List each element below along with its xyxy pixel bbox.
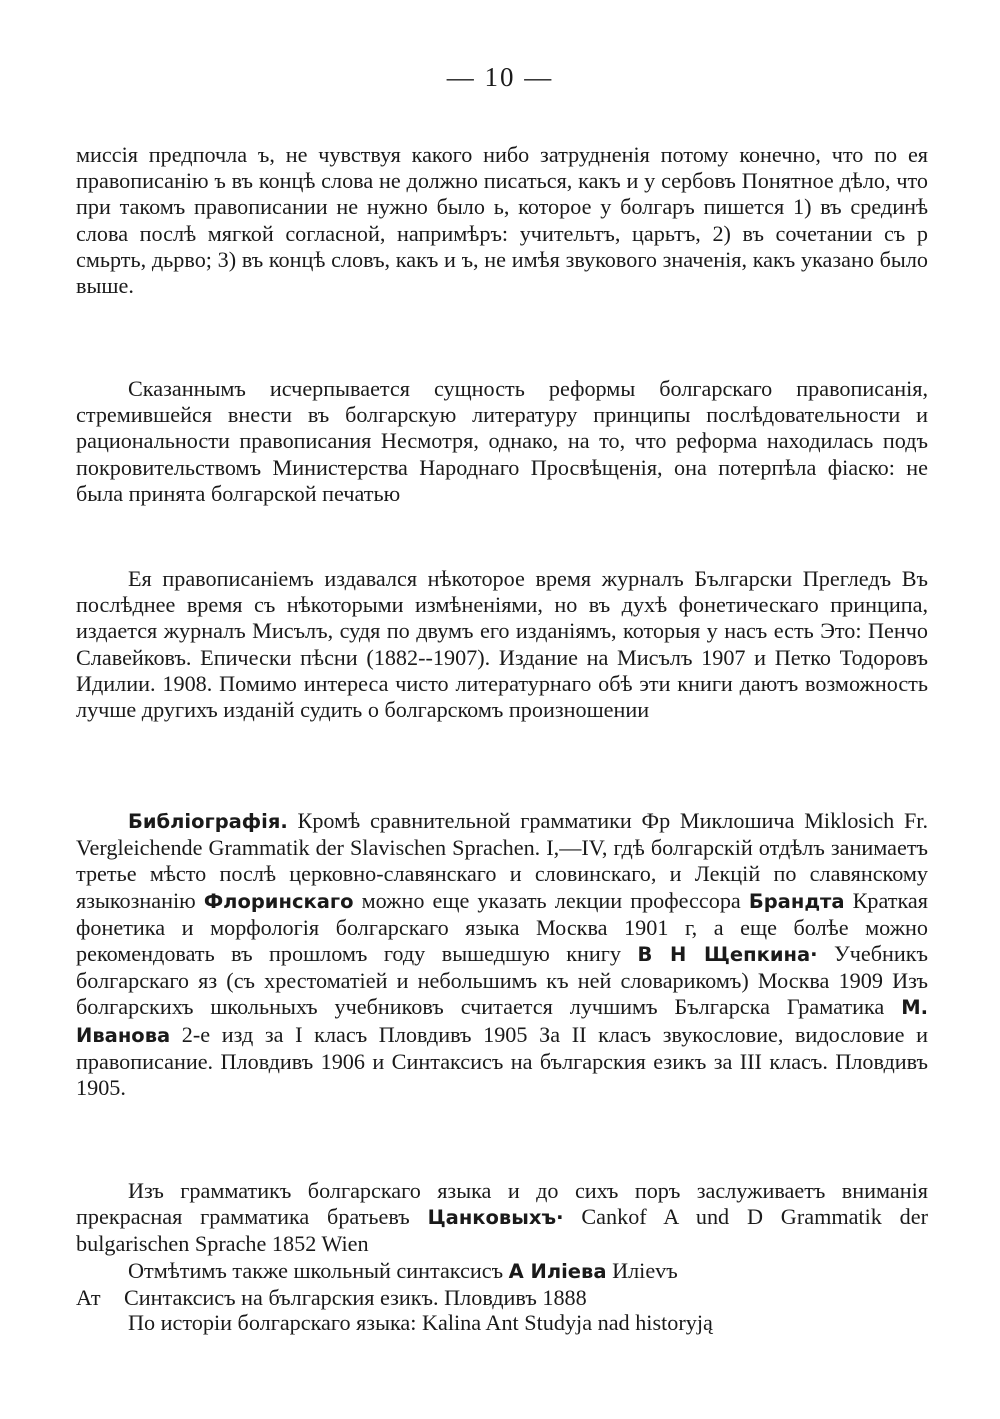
author-shchepkin: В Н Щепкина· (637, 943, 818, 967)
author-florinsky: Флоринскаго (203, 889, 354, 913)
page-number: — 10 — (446, 62, 554, 92)
author-ivanov: М. Иванова (76, 996, 928, 1047)
author-iliev: А Иліева (508, 1260, 607, 1283)
syntax-text-c: Илievъ (606, 1258, 678, 1283)
syntax-label: Ат (76, 1285, 101, 1311)
author-brandt: Брандта (748, 889, 845, 913)
paragraph-history: По исторіи болгарскаго языка: Kalina Ant Studyja nad historyją (128, 1310, 713, 1335)
bibliography-text-c: можно еще указать лекции профессора (353, 887, 749, 913)
paragraph-spelling-reform: миссія предпочла ъ, не чувствуя какого нибо затрудненія потому конечно, что по ея правописанію ъ въ концѣ слова не должно писаться, какъ и у сербовъ Понятное дѣло, что при такомъ правописании не нужно было ь, которое у болгаръ пишется 1) въ срединѣ слова послѣ мягкой согласной, напримѣръ: учительтъ, царьтъ, 2) въ сочетании съ р смьрть, дьрво; 3) въ концѣ словъ, какъ и ъ, не имѣя звукового значенія, какъ указано было выше. (76, 142, 928, 299)
bibliography-heading: Библіографія. (128, 810, 288, 833)
grammars-text-a: Изъ грамматикъ болгарскаго языка и до сихъ поръ заслуживаетъ вниманія прекрасная грамматика братьевъ (76, 1178, 928, 1230)
paragraph-journals: Ея правописаніемъ издавался нѣкоторое время журналъ Български Прегледъ Въ послѣднее время съ нѣкоторыми измѣненіями, но въ духѣ фонетическаго принципа, издается журналъ Мисълъ, судя по двумъ его изданіямъ, которыя у насъ есть Это: Пенчо Славейковъ. Епически пѣсни (1882--1907). Издание на Мисълъ 1907 и Петко Тодоровъ Идилии. 1908. Помимо интереса чисто литературнаго обѣ эти книги даютъ возможность лучше другихъ изданій судить о болгарскомъ произношении (76, 566, 928, 723)
syntax-line-2 (76, 1285, 928, 1311)
bibliography-text-g: Учебникъ болгарскаго яз (съ хрестоматіей и небольшимъ къ ней словарикомъ) Москва 1909 Изъ болгарскихъ школьныхъ учебниковъ считается лучшимъ Българска Граматика (76, 941, 928, 1020)
bibliography-text-e: Краткая фонетика и морфологія болгарскаго языка Москва 1901 г, а еще болѣе можно рекомендовать въ прошломъ году вышедшую книгу (76, 887, 928, 967)
syntax-line-1 (76, 1258, 928, 1285)
syntax-text-d: Синтаксисъ на българския езикъ. Пловдивъ 1888 (124, 1285, 587, 1311)
bibliography-text-i: 2-е изд за I класъ Пловдивъ 1905 За II класъ звукословие, видословие и правописание. Пловдивъ 1906 и Синтаксисъ на българския езикъ за III класъ. Пловдивъ 1905. (76, 1021, 928, 1101)
author-tsankov: Цанковыхъ· (427, 1206, 564, 1230)
bibliography-text-a: Кромѣ сравнительной грамматики Фр Миклошича Miklosich Fr. Vergleichende Grammatik der Slavischen Sprachen. I,—IV, гдѣ болгарскій отдѣлъ занимаетъ третье мѣсто послѣ церковно-славянскаго и словинскаго, и Лекцій по славянскому языкознанію (76, 808, 928, 913)
paragraph-syntax (76, 1258, 928, 1311)
syntax-text-a: Отмѣтимъ также школьный синтаксисъ (128, 1258, 509, 1283)
grammars-text-c: Cankof A und D Grammatik der bulgarischen Sprache 1852 Wien (76, 1204, 928, 1257)
paragraph-bibliography (76, 808, 928, 1101)
paragraph-reform-summary: Сказаннымъ исчерпывается сущность реформы болгарскаго правописанія, стремившейся внести въ болгарскую литературу принципы послѣдовательности и рациональности правописания Несмотря, однако, на то, что реформа находилась подъ покровительствомъ Министерства Народнаго Просвѣщенія, она потерпѣла фіаско: не была принята болгарской печатью (76, 376, 928, 506)
paragraph-grammars (76, 1178, 928, 1258)
